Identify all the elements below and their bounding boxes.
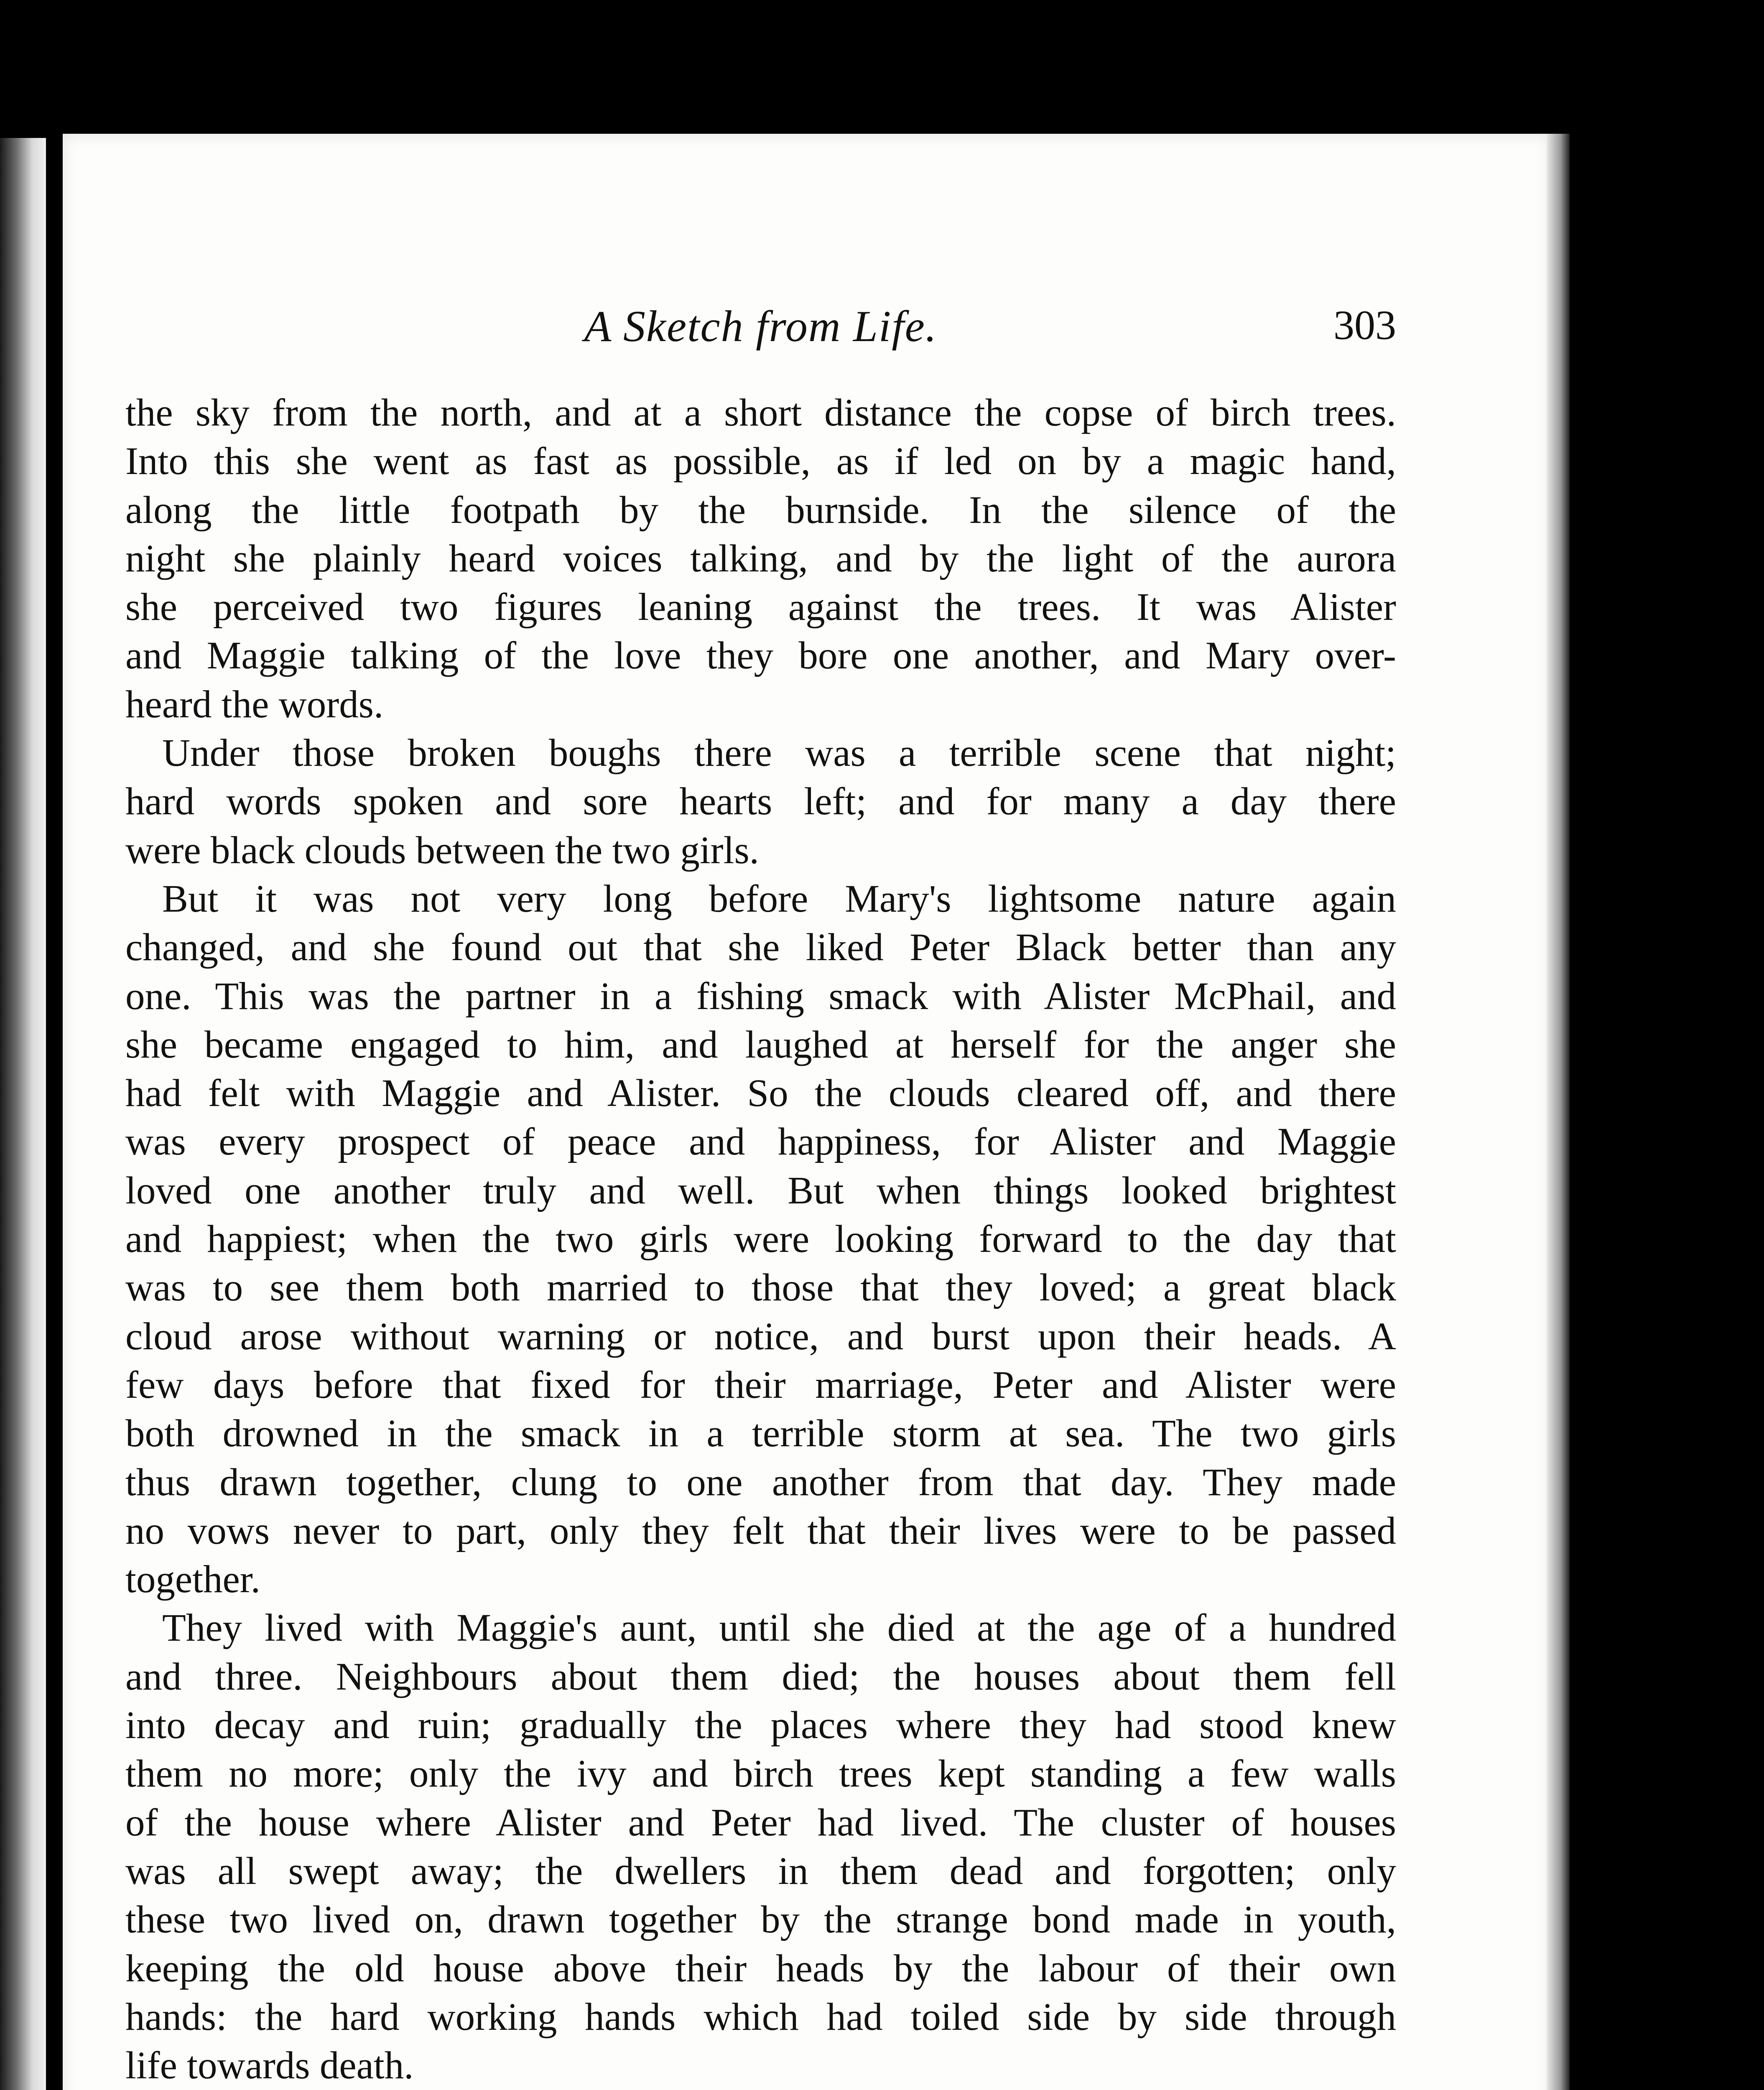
text-line: and three. Neighbours about them died; the houses about them fell (125, 1655, 1396, 1698)
text-line: these two lived on, drawn together by the strange bond made in youth, (125, 1898, 1396, 1942)
page-number: 303 (1333, 302, 1396, 348)
page-header (125, 301, 1396, 368)
paragraph (125, 1604, 1396, 2090)
paragraph (125, 875, 1396, 1604)
text-line: the sky from the north, and at a short distance the copse of birch trees. (125, 391, 1396, 434)
page-body-text (125, 389, 1396, 2090)
paragraph (125, 729, 1396, 875)
text-line: was every prospect of peace and happiness, for Alister and Maggie (125, 1120, 1396, 1164)
text-line: was to see them both married to those that they loved; a great black (125, 1266, 1396, 1310)
text-line: keeping the old house above their heads by the labour of their own (125, 1947, 1396, 1990)
running-title: A Sketch from Life. (584, 302, 938, 351)
page-edge (1547, 134, 1570, 2090)
text-line: them no more; only the ivy and birch trees kept standing a few walls (125, 1752, 1396, 1796)
text-line: night she plainly heard voices talking, and by the light of the aurora (125, 537, 1396, 580)
text-line: she became engaged to him, and laughed at herself for the anger she (125, 1023, 1396, 1066)
text-line: and happiest; when the two girls were looking forward to the day that (125, 1218, 1396, 1261)
text-line: one. This was the partner in a fishing smack with Alister McPhail, and (125, 974, 1396, 1018)
text-line: life towards death. (125, 2044, 414, 2087)
text-line: heard the words. (125, 683, 384, 726)
text-line: of the house where Alister and Peter had lived. The cluster of houses (125, 1801, 1396, 1844)
text-line: thus drawn together, clung to one another from that day. They made (125, 1460, 1396, 1504)
text-line: But it was not very long before Mary's lightsome nature again (162, 877, 1396, 920)
text-line: both drowned in the smack in a terrible storm at sea. The two girls (125, 1412, 1396, 1455)
text-line: changed, and she found out that she liked Peter Black better than any (125, 926, 1396, 969)
text-line: few days before that fixed for their marriage, Peter and Alister were (125, 1363, 1396, 1407)
text-line: hands: the hard working hands which had toiled side by side through (125, 1995, 1396, 2039)
text-line: Under those broken boughs there was a terrible scene that night; (162, 732, 1396, 775)
text-line: loved one another truly and well. But when things looked brightest (125, 1169, 1396, 1212)
paragraph (125, 389, 1396, 729)
text-line: she perceived two figures leaning against the trees. It was Alister (125, 586, 1396, 629)
text-line: into decay and ruin; gradually the places where they had stood knew (125, 1704, 1396, 1747)
book-spine-shadow (0, 138, 46, 2090)
text-line: was all swept away; the dwellers in them dead and forgotten; only (125, 1849, 1396, 1893)
text-line: were black clouds between the two girls. (125, 828, 759, 872)
text-line: hard words spoken and sore hearts left; and for many a day there (125, 780, 1396, 823)
text-line: no vows never to part, only they felt that their lives were to be passed (125, 1509, 1396, 1552)
text-line: together. (125, 1558, 260, 1601)
text-line: along the little footpath by the burnside. In the silence of the (125, 488, 1396, 532)
text-line: Into this she went as fast as possible, as if led on by a magic hand, (125, 440, 1396, 483)
text-line: cloud arose without warning or notice, and burst upon their heads. A (125, 1315, 1396, 1358)
text-line: had felt with Maggie and Alister. So the clouds cleared off, and there (125, 1072, 1396, 1115)
text-line: and Maggie talking of the love they bore one another, and Mary over- (125, 634, 1396, 678)
text-line: They lived with Maggie's aunt, until she died at the age of a hundred (162, 1606, 1396, 1650)
